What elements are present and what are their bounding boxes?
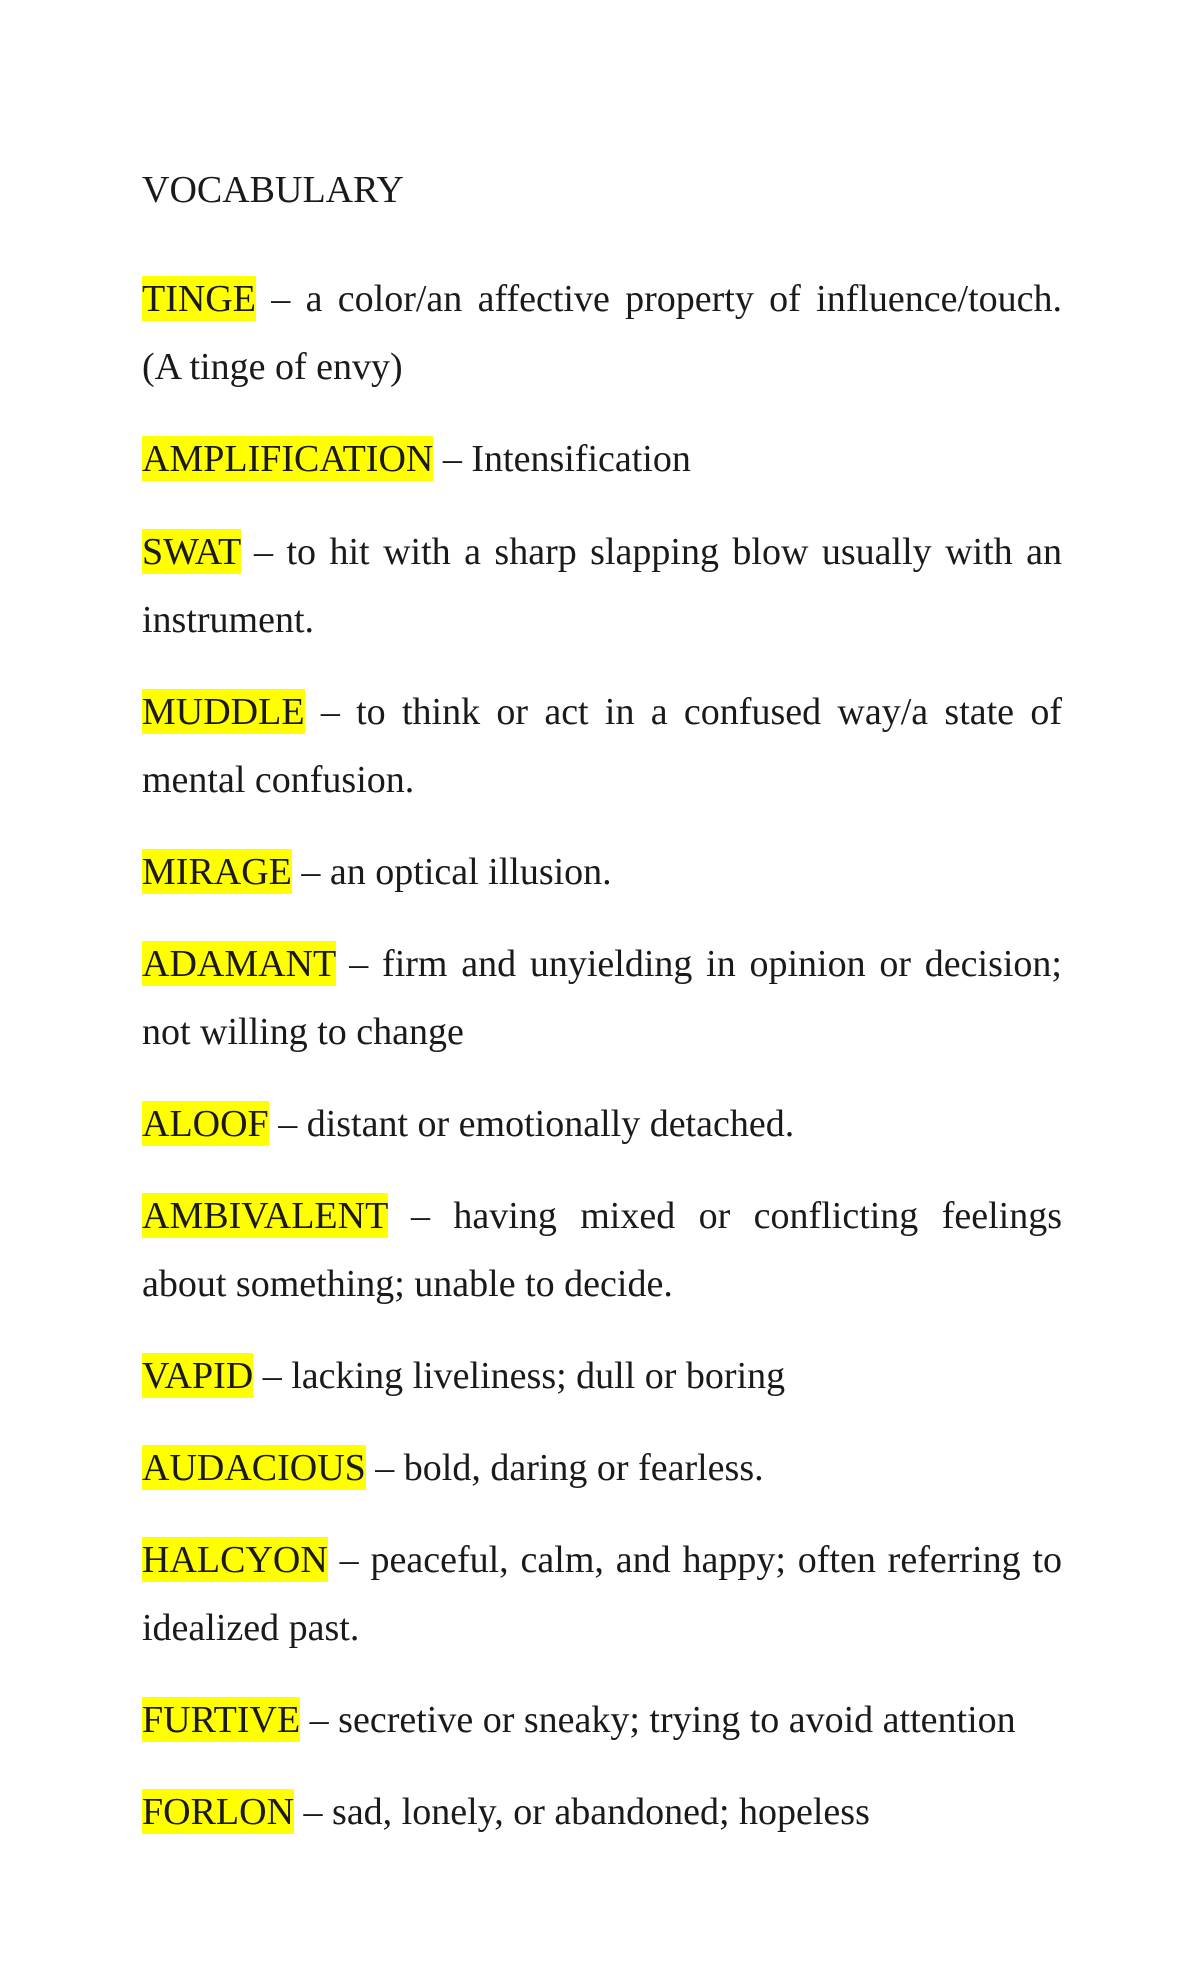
vocab-definition: – a color/an affective property of influence/touch. (A tinge of envy) — [142, 278, 1062, 388]
vocab-definition: – to hit with a sharp slapping blow usually with an instrument. — [142, 531, 1062, 641]
vocab-entry-forlon — [142, 1778, 1062, 1846]
document-title: VOCABULARY — [142, 169, 404, 211]
vocab-definition: – secretive or sneaky; trying to avoid attention — [300, 1699, 1016, 1741]
vocab-term: ADAMANT — [142, 943, 336, 985]
vocab-definition: – Intensification — [433, 438, 691, 480]
vocab-term: ALOOF — [142, 1103, 269, 1145]
vocab-definition: – firm and unyielding in opinion or decision; not willing to change — [142, 943, 1062, 1053]
vocab-definition: – distant or emotionally detached. — [268, 1103, 795, 1145]
vocab-term: SWAT — [142, 531, 241, 573]
vocab-term: AMBIVALENT — [142, 1195, 388, 1237]
vocab-entry-muddle — [142, 678, 1062, 814]
vocab-term: MIRAGE — [142, 851, 292, 893]
vocab-entry-furtive — [142, 1686, 1062, 1754]
vocab-term: VAPID — [142, 1355, 254, 1397]
vocab-definition: – an optical illusion. — [291, 851, 612, 893]
vocab-term: AMPLIFICATION — [142, 438, 434, 480]
vocab-entry-halcyon — [142, 1526, 1062, 1662]
vocab-entry-tinge — [142, 265, 1062, 401]
vocab-entry-ambivalent — [142, 1182, 1062, 1318]
vocab-entry-audacious — [142, 1434, 1062, 1502]
vocab-term: TINGE — [142, 278, 256, 320]
vocab-definition: – sad, lonely, or abandoned; hopeless — [294, 1791, 870, 1833]
vocab-definition: – to think or act in a confused way/a state of mental confusion. — [142, 691, 1062, 801]
vocab-entry-adamant — [142, 930, 1062, 1066]
vocab-entry-swat — [142, 518, 1062, 654]
vocab-entry-mirage — [142, 838, 1062, 906]
vocab-definition: – peaceful, calm, and happy; often referring to idealized past. — [142, 1539, 1062, 1649]
vocab-entry-amplification — [142, 425, 1062, 493]
vocab-term: FURTIVE — [142, 1699, 301, 1741]
vocab-term: MUDDLE — [142, 691, 305, 733]
vocab-entry-aloof — [142, 1090, 1062, 1158]
vocab-definition: – lacking liveliness; dull or boring — [253, 1355, 786, 1397]
vocab-definition: – having mixed or conflicting feelings about something; unable to decide. — [142, 1195, 1062, 1305]
vocab-term: HALCYON — [142, 1539, 328, 1581]
vocab-term: AUDACIOUS — [142, 1447, 366, 1489]
vocab-entry-vapid — [142, 1342, 1062, 1410]
vocab-definition: – bold, daring or fearless. — [365, 1447, 764, 1489]
vocab-term: FORLON — [142, 1791, 295, 1833]
